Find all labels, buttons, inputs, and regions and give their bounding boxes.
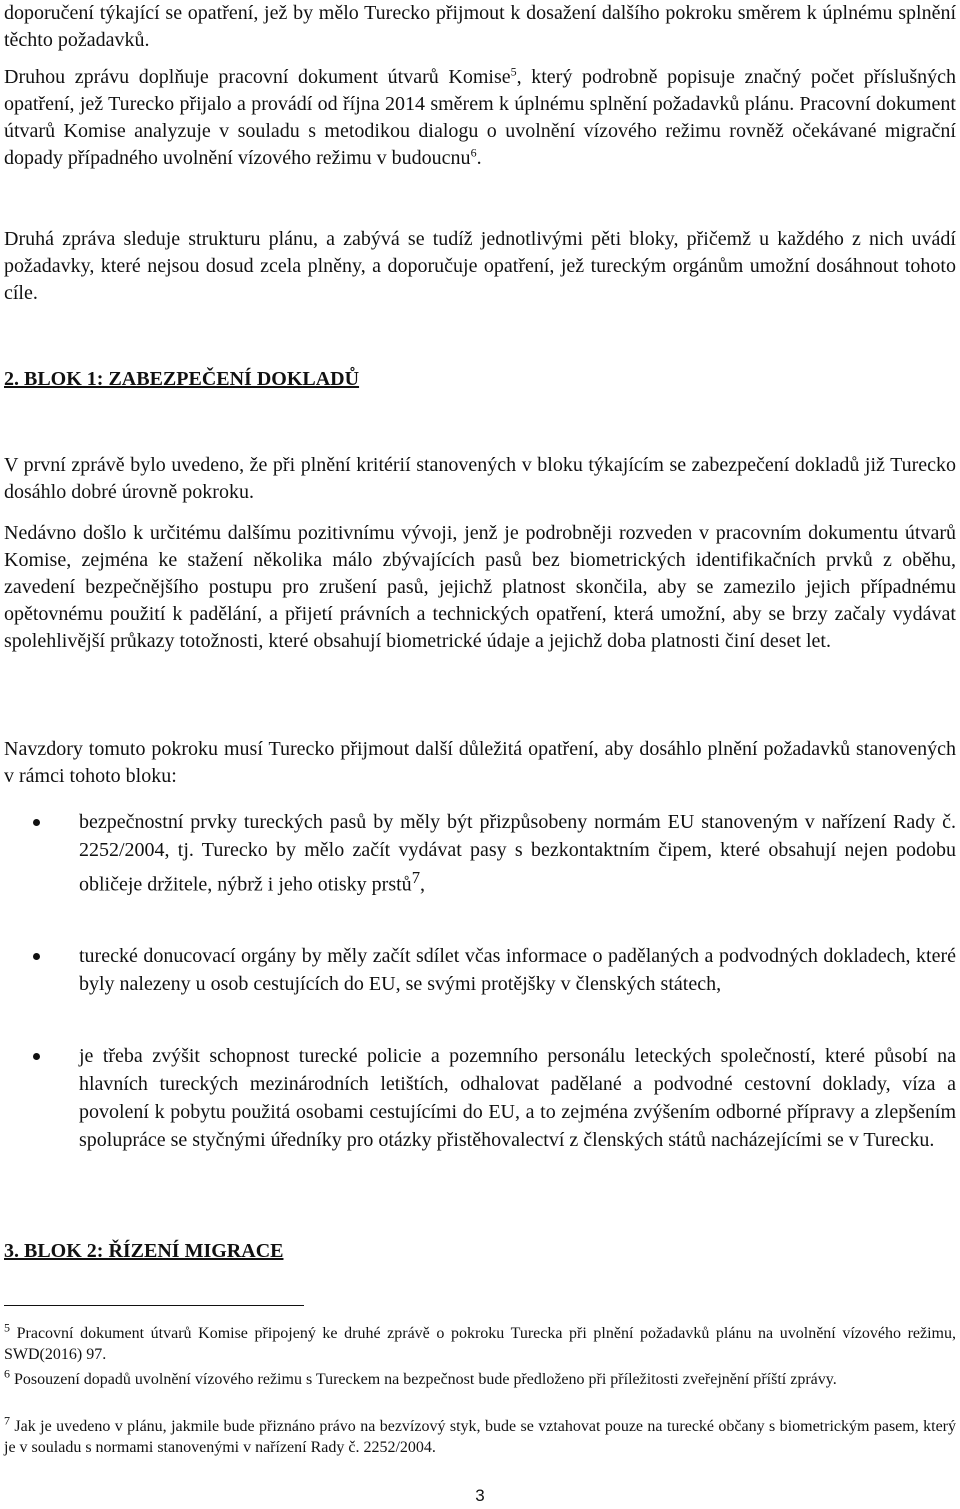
footnote-separator (4, 1305, 304, 1306)
footnote-7 (4, 1413, 957, 1458)
bullet-icon (33, 1053, 40, 1060)
footnote-ref-5[interactable]: 5 (510, 64, 517, 79)
paragraph-intro-tail (4, 0, 956, 54)
footnote-5 (4, 1320, 957, 1365)
paragraph-text: . (476, 147, 482, 169)
list-item-text-main: bezpečnostní prvky tureckých pasů by měly být přizpůsobeny normám EU stanoveným v nařízení Rady č. 2252/2004, tj. Turecko by mělo začít vydávat pasy s bezkontaktním čipem, které obsahují nejen podobu obličeje držitele, nýbrž i jeho otisky prstů (79, 811, 956, 896)
paragraph-recent-developments (4, 520, 956, 655)
paragraph-text: Navzdory tomuto pokroku musí Turecko přijmout další důležitá opatření, aby dosáhlo plnění požadavků stanovených v rámci tohoto bloku: (4, 738, 956, 787)
footnote-text: Jak je uvedeno v plánu, jakmile bude přiznáno právo na bezvízový styk, bude se vztahovat pouze na turecké občany s biometrickým pasem, který je v souladu s normami stanovenými v nařízení Rady č. 2252/2004. (4, 1418, 957, 1456)
bullet-icon (33, 819, 40, 826)
bullet-icon (33, 953, 40, 960)
footnote-number: 6 (4, 1366, 10, 1381)
section-heading-blok1: 2. BLOK 1: ZABEZPEČENÍ DOKLADŮ (4, 368, 360, 390)
paragraph-intro-tail-text: doporučení týkající se opatření, jež by mělo Turecko přijmout k dosažení dalšího pokroku směrem k úplnému splnění těchto požadavků. (4, 2, 956, 51)
paragraph-text: Druhou zprávu doplňuje pracovní dokument útvarů Komise (4, 66, 511, 88)
list-item-text: turecké donucovací orgány by měly začít sdílet včas informace o padělaných a podvodných dokladech, které byly nalezeny u osob cestujících do EU, se svými protějšky v členských státech, (79, 945, 956, 995)
footnote-ref-6[interactable]: 6 (470, 145, 477, 160)
paragraph-despite-progress (4, 736, 956, 790)
footnote-6 (4, 1366, 956, 1390)
list-item-text (79, 808, 956, 899)
section-heading-blok2: 3. BLOK 2: ŘÍZENÍ MIGRACE (4, 1240, 284, 1262)
footnote-number: 7 (4, 1413, 10, 1428)
paragraph-text: Nedávno došlo k určitému dalšímu pozitivnímu vývoji, jenž je podrobněji rozveden v pracovním dokumentu útvarů Komise, zejména ke stažení několika málo zbývajících pasů bez biometrických identifikačních prvků z oběhu, zavedení bezpečnějšího postupu pro zrušení pasů, jejichž platnost skončila, aby se zamezilo jejich případnému opětovnému použití k padělání, a přijetí právních a technických opatření, která umožní, aby se brzy začaly vydávat spolehlivější průkazy totožnosti, které obsahují biometrické údaje a jejichž doba platnosti činí deset let. (4, 522, 956, 652)
footnote-number: 5 (4, 1320, 10, 1335)
paragraph-text: Druhá zpráva sleduje strukturu plánu, a zabývá se tudíž jednotlivými pěti bloky, přičemž u každého z nich uvádí požadavky, které nejsou dosud zcela plněny, a doporučuje opatření, jež tureckým orgánům umožní dosáhnout tohoto cíle. (4, 228, 956, 304)
footnote-text: Posouzení dopadů uvolnění vízového režimu s Tureckem na bezpečnost bude předloženo při příležitosti zveřejnění příští zprávy. (14, 1371, 837, 1388)
paragraph-second-report-supplement (4, 64, 956, 172)
list-item-text-tail: , (420, 873, 426, 896)
footnote-ref-7[interactable]: 7 (411, 868, 421, 887)
paragraph-first-report (4, 452, 956, 506)
paragraph-text: , který podrobně popisuje značný počet příslušných opatření, jež Turecko přijalo a provádí od října 2014 směrem k úplnému splnění požadavků plánu. Pracovní dokument útvarů Komise analyzuje v souladu s metodikou dialogu o uvolnění vízového režimu rovněž očekávané migrační dopady případného uvolnění vízového režimu v budoucnu (4, 66, 957, 169)
list-item-text: je třeba zvýšit schopnost turecké policie a pozemního personálu leteckých společností, které působí na hlavních tureckých mezinárodních letištích, odhalovat padělané a podvodné cestovní doklady, víza a povolení k pobytu použitá osobami cestujícími do EU, a to zejména zvýšením odborné přípravy a zlepšením spolupráce se styčnými úředníky pro otázky přistěhovalectví z členských států nacházejícími se v Turecku. (79, 1045, 956, 1151)
paragraph-report-structure (4, 226, 956, 307)
footnote-text: Pracovní dokument útvarů Komise připojený ke druhé zprávě o pokroku Turecka při plnění požadavků plánu na uvolnění vízového režimu, SWD(2016) 97. (4, 1325, 957, 1363)
paragraph-text: V první zprávě bylo uvedeno, že při plnění kritérií stanovených v bloku týkajícím se zabezpečení dokladů již Turecko dosáhlo dobré úrovně pokroku. (4, 454, 956, 503)
page-number: 3 (475, 1486, 485, 1505)
